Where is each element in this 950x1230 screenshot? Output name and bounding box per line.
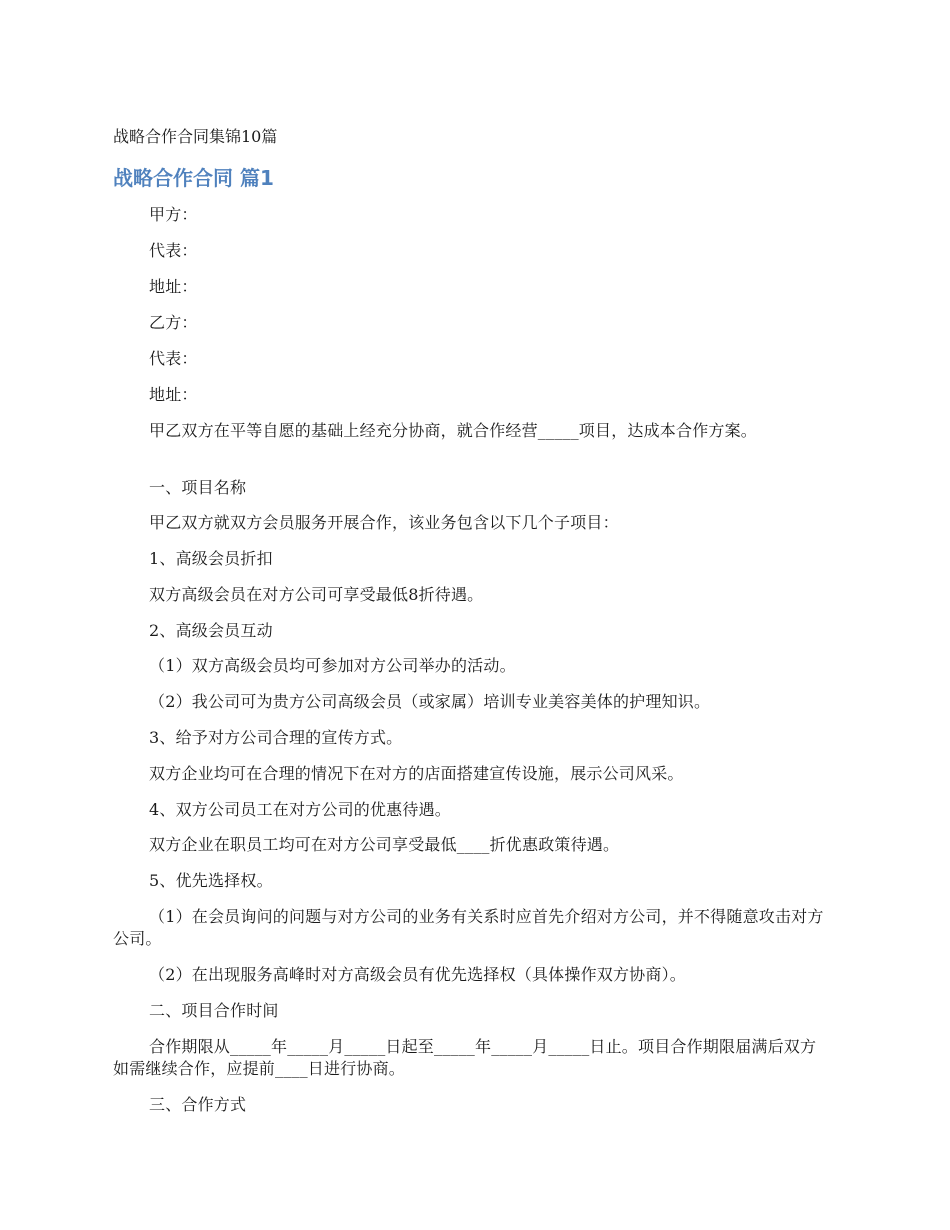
item-5-clause-2: （2）在出现服务高峰时对方高级会员有优先选择权（具体操作双方协商）。 — [149, 965, 686, 984]
section-heading: 战略合作合同 篇1 — [113, 166, 274, 190]
heading-cooperation-period: 二、项目合作时间 — [149, 1001, 279, 1020]
item-5-heading: 5、优先选择权。 — [149, 871, 273, 890]
cooperation-period-paragraph: 合作期限从_____年_____月_____日起至_____年_____月_____日止。项目合作期限届满后双方如需继续合作，应提前____日进行协商。 — [113, 1037, 817, 1078]
item-2-clause-2: （2）我公司可为贵方公司高级会员（或家属）培训专业美容美体的护理知识。 — [149, 692, 711, 711]
item-4-heading: 4、双方公司员工在对方公司的优惠待遇。 — [149, 800, 451, 819]
party-b-address: 地址： — [149, 385, 198, 404]
party-b-label: 乙方： — [149, 313, 198, 332]
item-2-heading: 2、高级会员互动 — [149, 621, 273, 640]
project-scope-paragraph: 甲乙双方就双方会员服务开展合作，该业务包含以下几个子项目： — [149, 513, 619, 532]
party-b-representative: 代表： — [149, 349, 198, 368]
heading-project-name: 一、项目名称 — [149, 478, 247, 497]
party-a-address: 地址： — [149, 277, 198, 296]
item-1-body: 双方高级会员在对方公司可享受最低8折待遇。 — [149, 585, 484, 604]
party-a-representative: 代表： — [149, 241, 198, 260]
document-title: 战略合作合同集锦10篇 — [113, 127, 278, 146]
item-2-clause-1: （1）双方高级会员均可参加对方公司举办的活动。 — [149, 656, 516, 675]
party-a-label: 甲方： — [149, 205, 198, 224]
item-3-body: 双方企业均可在合理的情况下在对方的店面搭建宣传设施，展示公司风采。 — [149, 764, 684, 783]
item-3-heading: 3、给予对方公司合理的宣传方式。 — [149, 728, 403, 747]
item-1-heading: 1、高级会员折扣 — [149, 549, 273, 568]
item-4-body: 双方企业在职员工均可在对方公司享受最低____折优惠政策待遇。 — [149, 835, 620, 854]
heading-cooperation-method: 三、合作方式 — [149, 1095, 247, 1114]
item-5-clause-1: （1）在会员询问的问题与对方公司的业务有关系时应首先介绍对方公司，并不得随意攻击对方公司。 — [113, 907, 824, 948]
preamble-paragraph: 甲乙双方在平等自愿的基础上经充分协商，就合作经营_____项目，达成本合作方案。 — [149, 421, 758, 440]
